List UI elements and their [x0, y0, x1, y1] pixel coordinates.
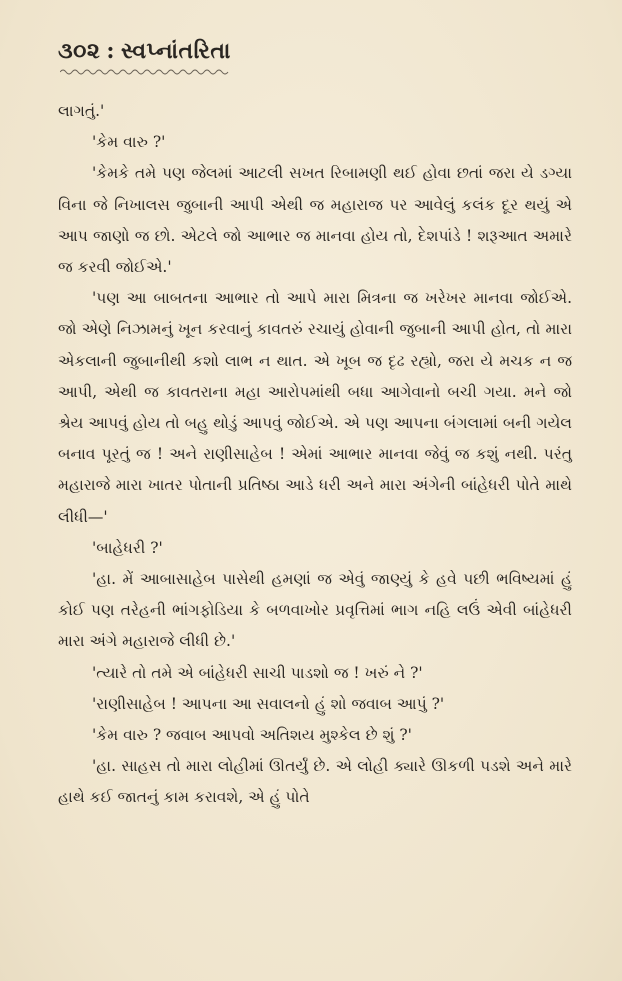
paragraph: 'રાણીસાહેબ ! આપના આ સવાલનો હું શો જવાબ આપું ?' — [92, 694, 445, 713]
paragraph: 'હા. સાહસ તો મારા લોહીમાં ઊતર્યું છે. એ લોહી ક્યારે ઊકળી પડશે અને મારે હાથે કઈ જાતનું કામ કરાવશે, એ હું પોતે — [58, 757, 572, 807]
paragraph: 'કેમ વારુ ? જવાબ આપવો અતિશય મુશ્કેલ છે શું ?' — [92, 726, 412, 745]
header-ornament-rule — [60, 68, 230, 76]
paragraph: લાગતું.' — [58, 102, 105, 120]
paragraph: 'કેમકે તમે પણ જેલમાં આટલી સખત રિબામણી થઈ હોવા છતાં જરા યે ડગ્યા વિના જે નિખાલસ જુબાની આપી એથી જ મહારાજ પર આવેલું કલંક દૂર થયું એ આપ જાણો જ છો. એટલે જો આભાર જ માનવા હોય તો, દેશપાંડે ! શરૂઆત અમારે જ કરવી જોઈએ.' — [58, 164, 572, 277]
running-head — [58, 38, 572, 64]
paragraph: 'હા. મેં આબાસાહેબ પાસેથી હમણાં જ એવું જાણ્યું કે હવે પછી ભવિષ્યમાં હું કોઈ પણ તરેહની ભાંગફોડિયા કે બળવાખોર પ્રવૃત્તિમાં ભાગ નહિ લઉં એવી બાંહેધરી મારા અંગે મહારાજે લીધી છે.' — [58, 570, 572, 651]
paragraph: 'ત્યારે તો તમે એ બાંહેધરી સાચી પાડશો જ ! ખરું ને ?' — [92, 663, 423, 682]
paragraph: 'પણ આ બાબતના આભાર તો આપે મારા મિત્રના જ ખરેખર માનવા જોઈએ. જો એણે નિઝામનું ખૂન કરવાનું કાવતરું રચાયું હોવાની જુબાની આપી હોત, તો મારા એકલાની જુબાનીથી કશો લાભ ન થાત. એ ખૂબ જ દૃઢ રહ્યો, જરા યે મચક ન જ આપી, એથી જ કાવતરાના મહા આરોપમાંથી બધા આગેવાનો બચી ગયા. મને જો શ્રેય આપવું હોય તો બહુ થોડું આપવું જોઈએ. એ પણ આપના બંગલામાં બની ગયેલ બનાવ પૂરતું જ ! અને રાણીસાહેબ ! એમાં આભાર માનવા જેવું જ કશું નથી. પરંતુ મહારાજે મારા ખાતર પોતાની પ્રતિષ્ઠા આડે ધરી અને મારા અંગેની બાંહેધરી પોતે માથે લીધી—' — [58, 289, 572, 526]
chapter-title: સ્વપ્નાંતરિતા — [120, 38, 231, 64]
page-number: ૩૦૨ — [58, 38, 101, 64]
body-text — [58, 96, 572, 814]
paragraph: 'કેમ વારુ ?' — [92, 133, 166, 152]
header-separator: : — [106, 38, 115, 64]
paragraph: 'બાહેધરી ?' — [92, 538, 163, 557]
